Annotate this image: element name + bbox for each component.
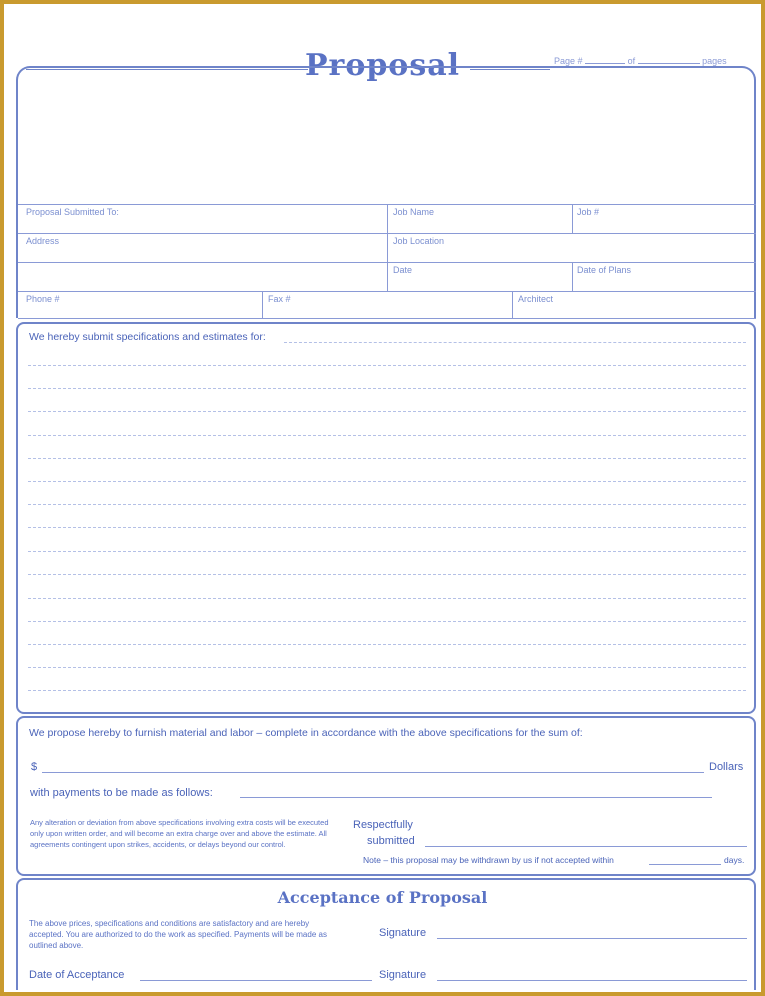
signature-label-1: Signature: [379, 927, 427, 939]
submitted-signature-line[interactable]: [425, 846, 747, 847]
job-number-field[interactable]: Job #: [577, 207, 600, 217]
proposal-form: [4, 4, 761, 992]
payments-input-line[interactable]: [240, 797, 712, 798]
page-title: Proposal: [304, 48, 461, 83]
date-of-plans-field[interactable]: Date of Plans: [577, 265, 632, 275]
job-location-field[interactable]: Job Location: [393, 236, 445, 246]
of-label: of: [627, 56, 636, 66]
withdraw-note: Note – this proposal may be withdrawn by us if not accepted within: [363, 855, 614, 865]
date-of-acceptance-label: Date of Acceptance: [29, 969, 125, 981]
sum-input-line[interactable]: [42, 772, 704, 773]
signature-line-1[interactable]: [437, 938, 747, 939]
signature-line-2[interactable]: [437, 980, 747, 981]
submitted-to-field[interactable]: Proposal Submitted To:: [26, 207, 119, 217]
furnish-statement: We propose hereby to furnish material and labor – complete in accordance with the above specifications for the sum of:: [29, 727, 583, 739]
date-field[interactable]: Date: [393, 265, 413, 275]
fine-print: Any alteration or deviation from above specifications involving extra costs will be executed only upon written order, and will become an extra charge over and above the estimate. All agreements contingent upon strikes, accidents, or delays beyond our control.: [30, 818, 329, 849]
payments-label: with payments to be made as follows:: [30, 787, 213, 799]
dollar-sign: $: [31, 761, 38, 773]
architect-field[interactable]: Architect: [518, 294, 554, 304]
signature-label-2: Signature: [379, 969, 427, 981]
days-input-line[interactable]: [649, 864, 721, 865]
submitted-label: submitted: [367, 835, 415, 847]
respectfully-label: Respectfully: [353, 819, 413, 831]
acceptance-title: Acceptance of Proposal: [277, 888, 488, 907]
pages-label: pages: [702, 56, 727, 66]
header-box: [16, 66, 756, 318]
specifications-intro: We hereby submit specifications and estimates for:: [29, 331, 266, 343]
phone-field[interactable]: Phone #: [26, 294, 60, 304]
acceptance-body: The above prices, specifications and conditions are satisfactory and are hereby accepted. You are authorized to do the work as specified. Payments will be made as outlined above.: [29, 919, 327, 950]
specifications-box[interactable]: [16, 322, 756, 714]
fax-field[interactable]: Fax #: [268, 294, 291, 304]
days-label: days.: [724, 855, 745, 865]
page-number[interactable]: [554, 56, 727, 66]
address-field[interactable]: Address: [26, 236, 60, 246]
date-of-acceptance-line[interactable]: [140, 980, 372, 981]
page-label: Page #: [554, 56, 583, 66]
job-name-field[interactable]: Job Name: [393, 207, 435, 217]
dollars-label: Dollars: [709, 761, 744, 773]
